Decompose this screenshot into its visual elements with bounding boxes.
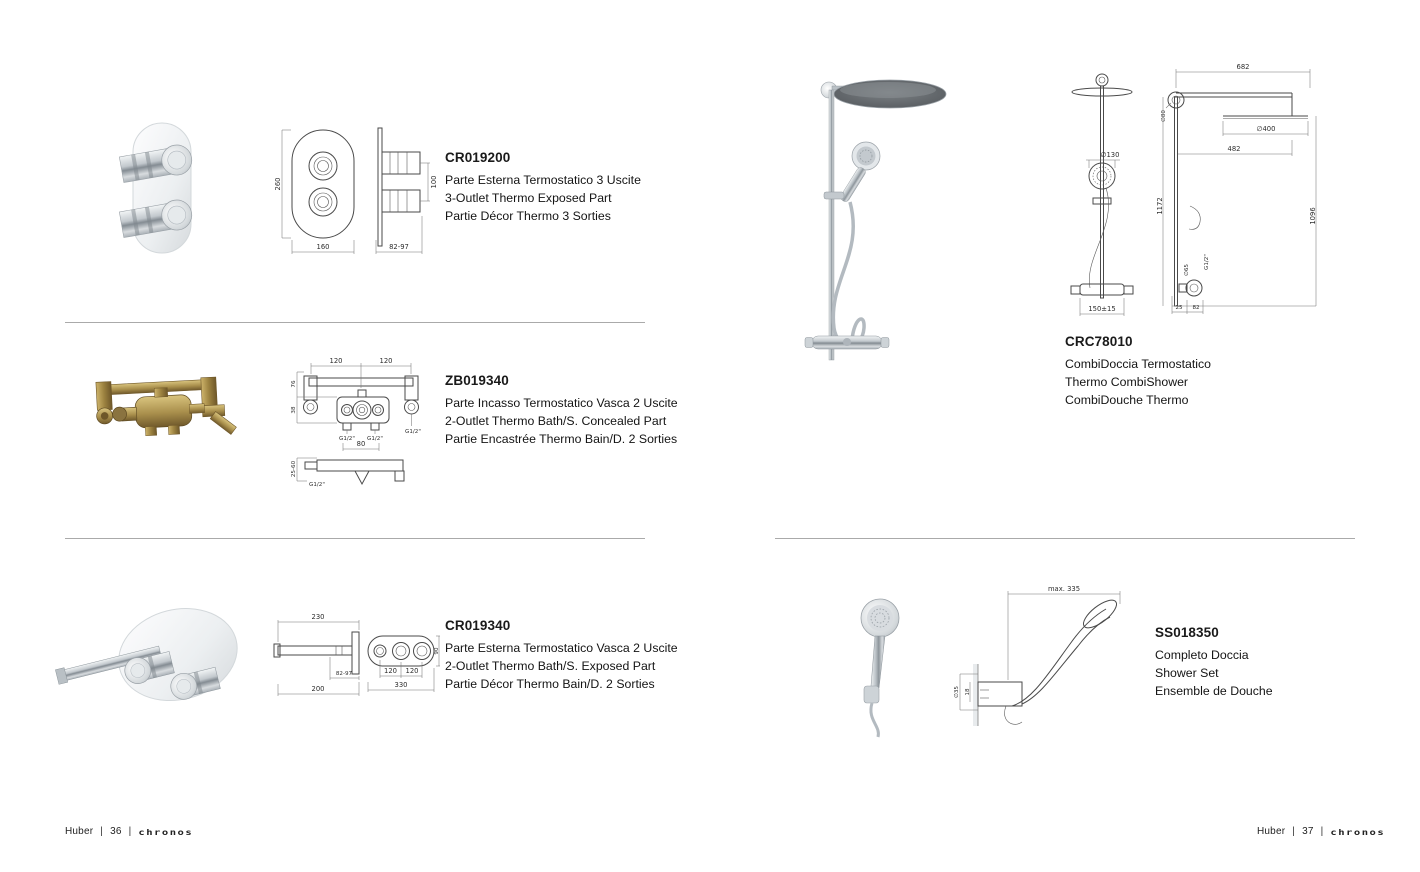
thread-label: G1/2" [309,482,325,488]
product-desc-it: Parte Incasso Termostatico Vasca 2 Uscite [445,396,678,410]
tech-drawing-crc78010 [1060,56,1322,332]
wall-hatch [973,664,978,726]
product-photo-cr019200 [105,118,215,258]
dim-label: 330 [394,681,408,689]
product-desc-fr: Partie Décor Thermo 3 Sorties [445,209,611,223]
footer-separator: | [1292,826,1296,837]
dim-label: 1096 [1309,207,1317,225]
product-code: CR019340 [445,618,511,633]
dim-label: 1172 [1156,197,1164,215]
product-code: CR019200 [445,150,511,165]
footer-separator: | [128,826,132,837]
side-view [376,128,438,254]
dim-label: 25 [1175,305,1183,311]
product-desc-it: Parte Esterna Termostatico 3 Uscite [445,173,641,187]
front-view [368,636,440,692]
tech-drawing-cr019200 [272,122,440,262]
product-code: CRC78010 [1065,334,1133,349]
dim-label: 82-97 [389,243,409,251]
photo-thermo-valve [805,336,889,349]
dim-label: 230 [311,613,325,621]
side-view [274,613,359,696]
product-info-cr019200 [445,150,710,225]
front-view [274,130,354,254]
product-info-crc78010 [1065,334,1330,409]
footer-page-number: 37 [1302,826,1314,837]
dim-label: 80 [356,440,366,448]
product-photo-cr019340 [56,593,242,715]
dim-label: 82 [1192,305,1200,311]
product-photo-ss018350 [840,592,918,738]
side-view [291,458,404,488]
product-desc-it: CombiDoccia Termostatico [1065,357,1212,371]
dim-label: 76 [291,380,297,388]
dim-label: 200 [311,685,325,693]
dim-label: 38 [291,406,297,414]
footer-separator: | [100,826,104,837]
product-desc-fr: Partie Encastrée Thermo Bain/D. 2 Sorties [445,432,678,446]
thread-label: G1/2" [405,429,421,435]
product-desc-en: Thermo CombiShower [1065,375,1189,389]
footer-brand: Huber [65,826,94,837]
thread-label: G1/2" [339,436,355,442]
dim-label: 120 [379,357,393,365]
product-desc-en: 3-Outlet Thermo Exposed Part [445,191,612,205]
product-desc-en: 2-Outlet Thermo Bath/S. Concealed Part [445,414,667,428]
dim-label: 150±15 [1088,305,1116,313]
product-desc-fr: Ensemble de Douche [1155,684,1273,698]
tech-drawing-cr019340 [266,610,442,702]
product-desc-en: Shower Set [1155,666,1219,680]
thread-label: G1/2" [367,436,383,442]
tech-drawing-ss018350 [948,576,1126,736]
product-code: ZB019340 [445,373,509,388]
footer-left [65,825,193,837]
dim-label: ∅65 [1184,264,1190,276]
product-desc-en: 2-Outlet Thermo Bath/S. Exposed Part [445,659,656,673]
dim-label: max. 335 [1047,585,1081,593]
divider-left-2 [65,538,645,539]
product-desc-fr: Partie Décor Thermo Bain/D. 2 Sorties [445,677,655,691]
photo-hand-shower [839,142,880,203]
product-desc-it: Completo Doccia [1155,648,1249,662]
product-photo-zb019340 [83,356,238,448]
divider-left-1 [65,322,645,323]
top-view [291,357,421,451]
dim-label: 120 [384,667,397,675]
dim-label: 682 [1236,63,1250,71]
product-info-cr019340 [445,618,710,693]
footer-logo: chronos [1330,828,1386,837]
product-desc-fr: CombiDouche Thermo [1065,393,1189,407]
dim-label: 18 [965,688,971,696]
product-desc-it: Parte Esterna Termostatico Vasca 2 Uscite [445,641,678,655]
dim-label: 25-60 [291,460,297,478]
front-view [1071,74,1133,316]
footer-logo: chronos [138,828,194,837]
dim-label: 260 [274,177,282,191]
product-photo-crc78010 [802,60,950,396]
thread-label: G1/2" [1204,254,1210,270]
footer-brand: Huber [1257,826,1286,837]
dim-label: 82-97 [335,671,353,677]
dim-label: ∅130 [1100,151,1120,159]
product-code: SS018350 [1155,625,1219,640]
dim-label: 120 [329,357,343,365]
footer-page-number: 36 [110,826,122,837]
dim-label: ∅35 [954,686,960,698]
dim-label: 160 [316,243,330,251]
dim-label: 482 [1227,145,1241,153]
tech-drawing-zb019340 [287,350,435,488]
footer-right [1257,825,1385,837]
footer-separator: | [1320,826,1324,837]
divider-right-1 [775,538,1355,539]
dim-label: 100 [430,175,438,189]
dim-label: 120 [405,667,419,675]
product-info-zb019340 [445,373,710,448]
side-view [1156,63,1317,314]
dim-label: ∅400 [1256,125,1276,133]
product-info-ss018350 [1155,625,1420,700]
dim-label: 90 [434,647,440,655]
dim-label: ∅80 [1161,110,1167,122]
